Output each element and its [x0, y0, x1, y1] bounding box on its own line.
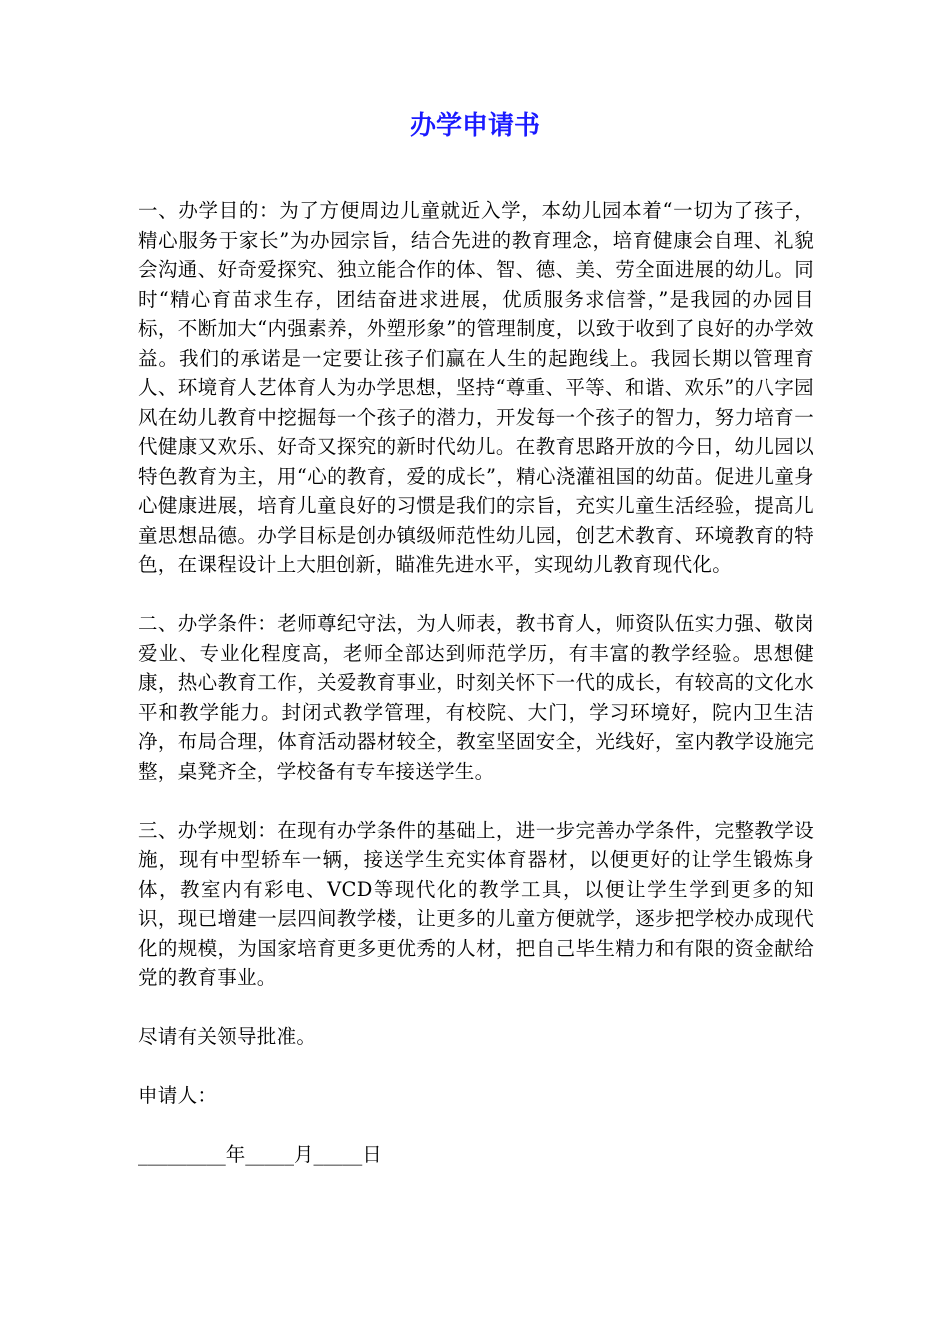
paragraph-purpose: 一、办学目的：为了方便周边儿童就近入学，本幼儿园本着“一切为了孩子，精心服务于家长”为办园宗旨，结合先进的教育理念，培育健康会自理、礼貌会沟通、好奇爱探究、独立能合作的体、智、德、美、劳全面进展的幼儿。同时“精心育苗求生存，团结奋进求进展，优质服务求信誉，”是我园的办园目标，不断加大“内强素养，外塑形象”的管理制度，以致于收到了良好的办学效益。我们的承诺是一定要让孩子们赢在人生的起跑线上。我园长期以管理育人、环境育人艺体育人为办学思想，坚持“尊重、平等、和谐、欢乐”的八字园风在幼儿教育中挖掘每一个孩子的潜力，开发每一个孩子的智力，努力培育一代健康又欢乐、好奇又探究的新时代幼儿。在教育思路开放的今日，幼儿园以特色教育为主，用“心的教育，爱的成长”，精心浇灌祖国的幼苗。促进儿童身心健康进展，培育儿童良好的习惯是我们的宗旨，充实儿童生活经验，提高儿童思想品德。办学目标是创办镇级师范性幼儿园，创艺术教育、环境教育的特色，在课程设计上大胆创新，瞄准先进水平，实现幼儿教育现代化。 — [138, 199, 814, 576]
paragraph-conditions: 二、办学条件：老师尊纪守法，为人师表，教书育人，师资队伍实力强、敬岗爱业、专业化程度高，老师全部达到师范学历，有丰富的教学经验。思想健康，热心教育工作，关爱教育事业，时刻关怀下一代的成长，有较高的文化水平和教学能力。封闭式教学管理，有校院、大门，学习环境好，院内卫生洁净，布局合理，体育活动器材较全，教室坚固安全，光线好，室内教学设施完整，桌凳齐全，学校备有专车接送学生。 — [138, 612, 814, 783]
date-line: _________年_____月_____日 — [138, 1143, 382, 1166]
document-body — [138, 196, 814, 1170]
closing-request: 尽请有关领导批准。 — [138, 1025, 317, 1048]
document-title: 办学申请书 — [409, 111, 540, 141]
applicant-label: 申请人： — [138, 1084, 218, 1107]
paragraph-planning: 三、办学规划：在现有办学条件的基础上，进一步完善办学条件，完整教学设施，现有中型轿车一辆，接送学生充实体育器材，以便更好的让学生锻炼身体，教室内有彩电、VCD等现代化的教学工具，以便让学生学到更多的知识，现已增建一层四间教学楼，让更多的儿童方便就学，逐步把学校办成现代化的规模，为国家培育更多更优秀的人材，把自己毕生精力和有限的资金献给党的教育事业。 — [138, 818, 814, 989]
